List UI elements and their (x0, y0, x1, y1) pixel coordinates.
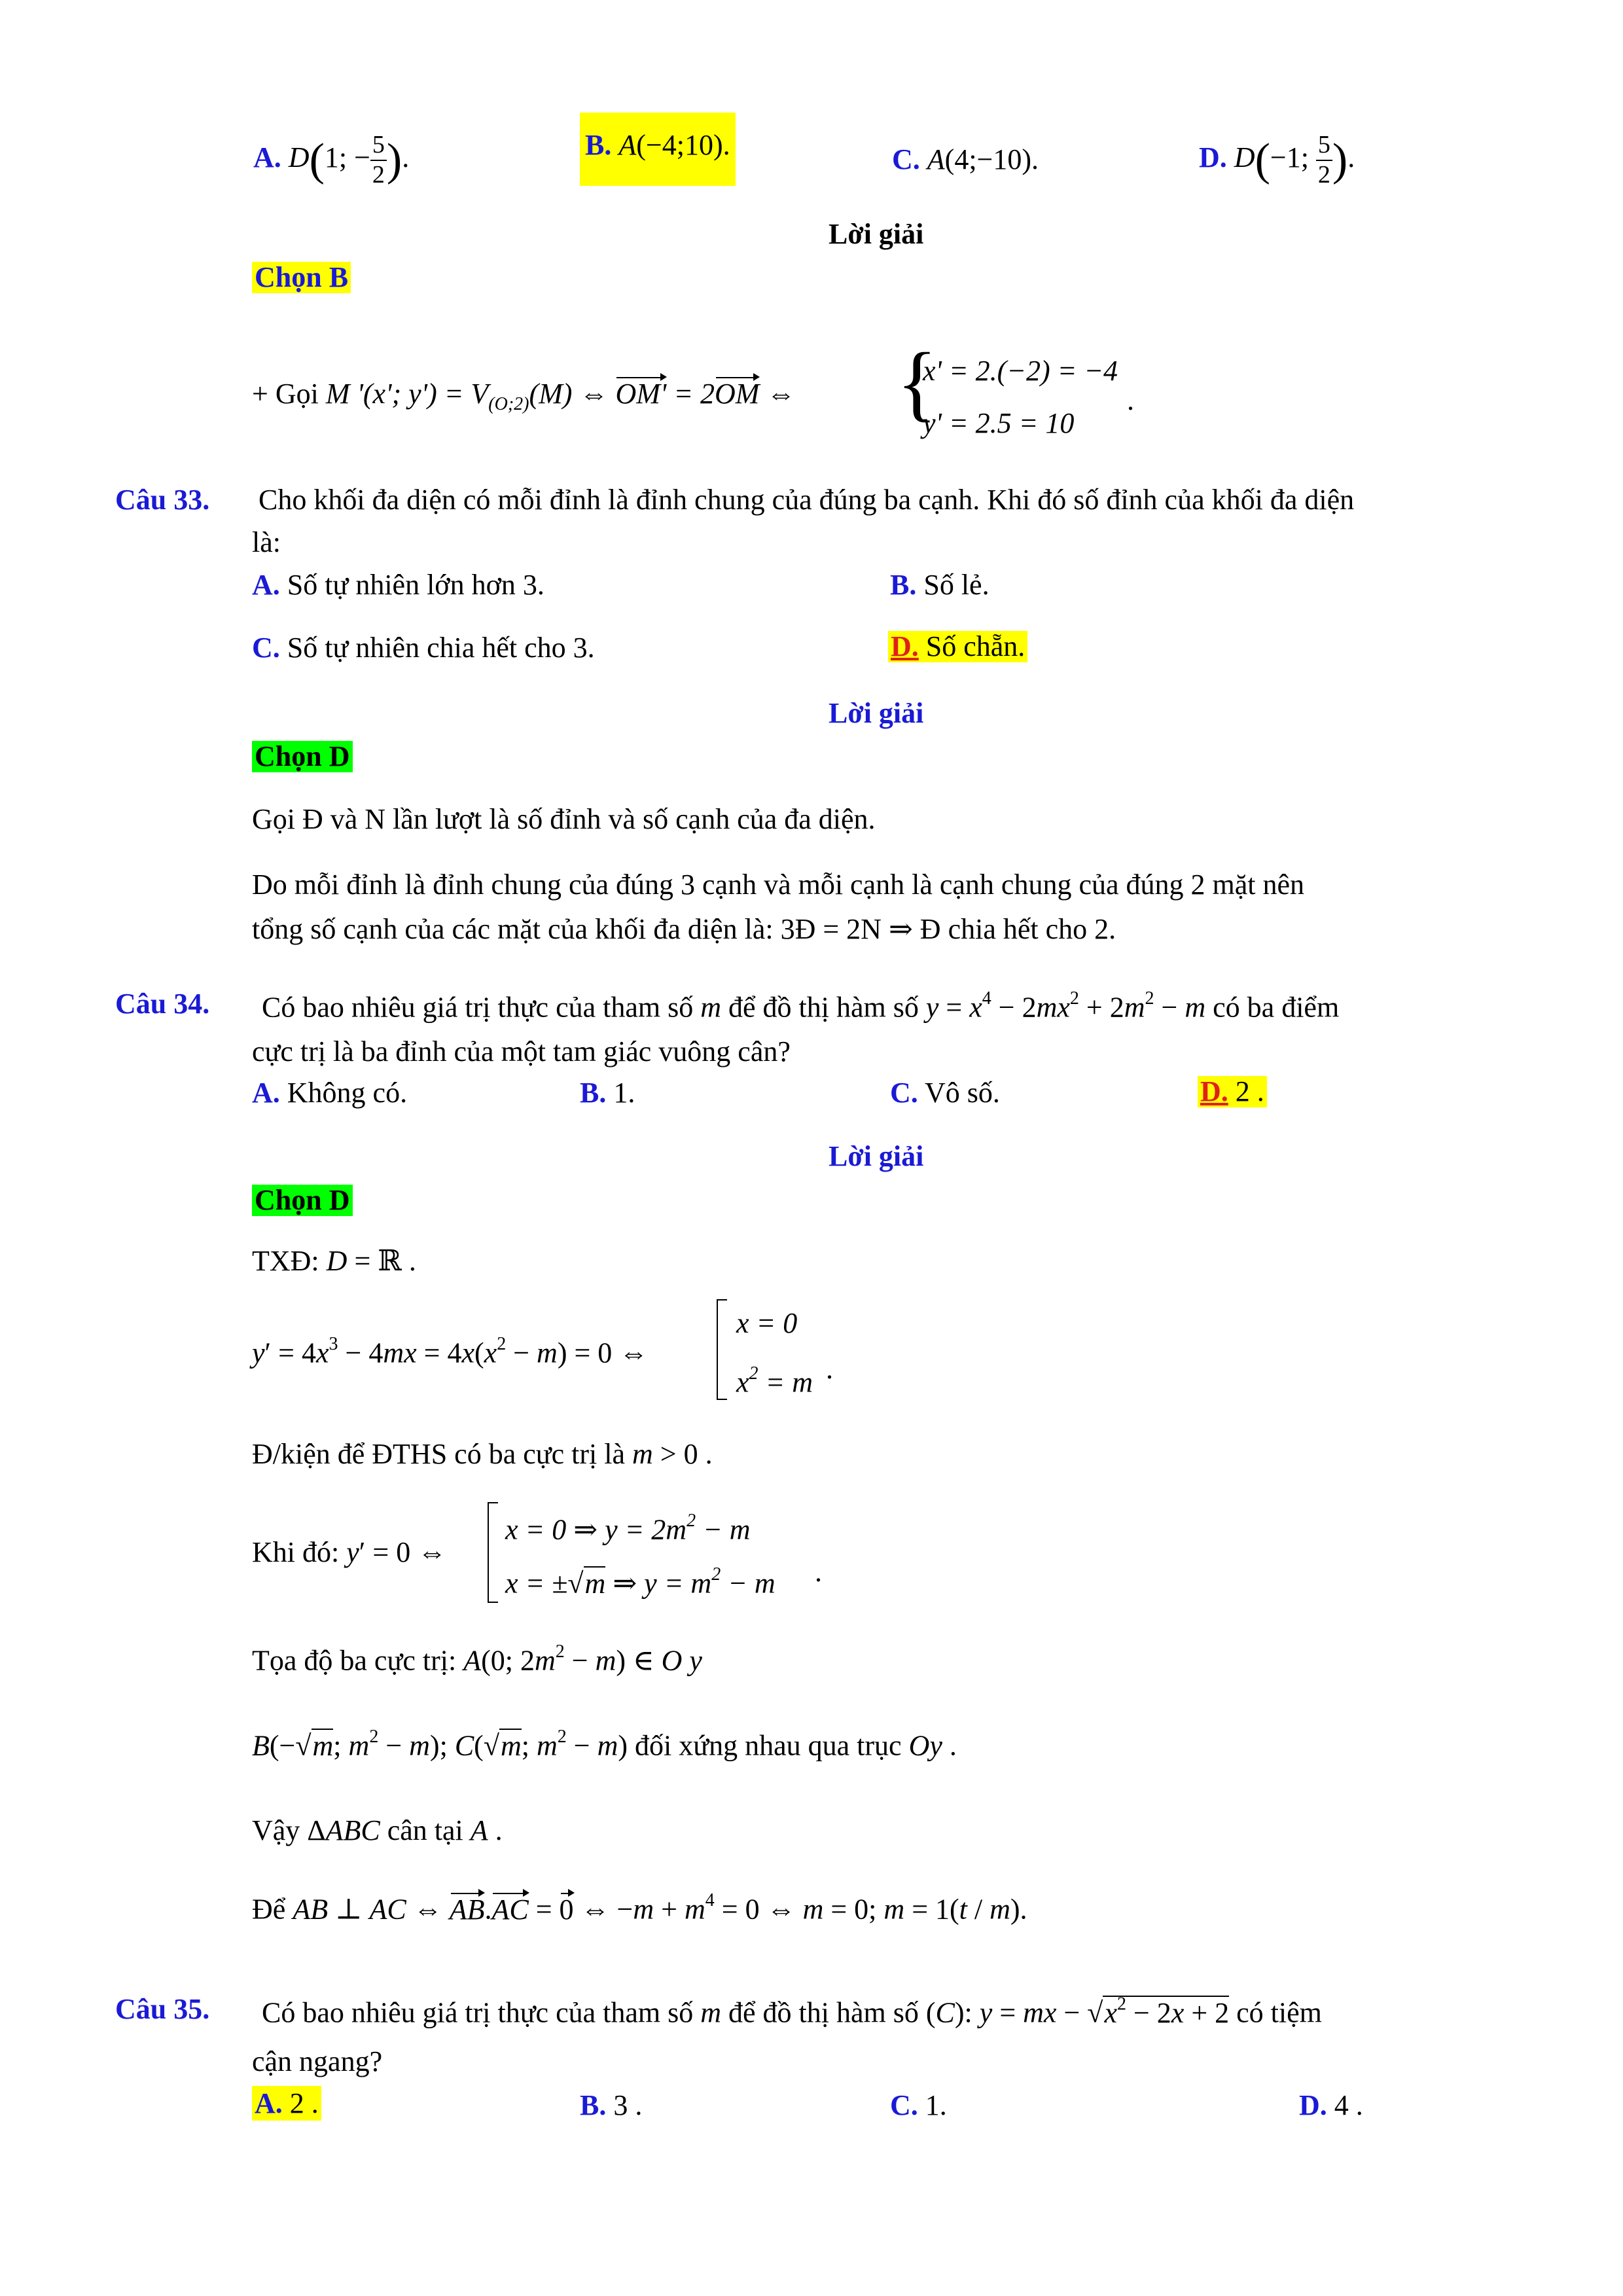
q33-label: Câu 33. (115, 484, 210, 516)
q32-solution-title: Lời giải (829, 218, 924, 250)
q34-derivative-bracket (717, 1299, 727, 1400)
q32-system-brace: { (897, 336, 938, 430)
q32-choice: Chọn B (252, 262, 351, 293)
q32-option-b (580, 113, 736, 186)
q34-condition: Đ/kiện để ĐTHS có ba cực trị là m > 0 . (252, 1438, 713, 1470)
q33-solution-line1: Gọi Đ và N lần lượt là số đỉnh và số cạnh của đa diện. (252, 803, 876, 835)
q34-derivative-case2: $x^2 = m$ (736, 1363, 813, 1399)
q32-option-d (1199, 131, 1355, 189)
q33-option-d (888, 631, 1027, 662)
q32-line-math: M '(x'; $y') = V_{(O;2)}(M)$ ⇔ OM' = 2OM ⇔ (325, 378, 796, 414)
q34-derivative-dot: . (826, 1353, 833, 1385)
q35-option-b-key: B. (580, 2089, 607, 2121)
q32-option-d-key: D. (1199, 141, 1227, 173)
q35-text-line1: Có bao nhiêu giá trị thực của tham số m để đồ thị hàm số (C): y = mx − $√x^2 - 2x + 2$ có tiệm (262, 1994, 1322, 2029)
q34-text-line1: Có bao nhiêu giá trị thực của tham số m để đồ thị hàm số $y = x^4 - 2mx^2 + 2m^2 - m$ có ba điểm (262, 988, 1340, 1024)
q34-derivative-case1: x = 0 (736, 1307, 798, 1339)
q34-option-a-key: A. (252, 1077, 280, 1109)
q34-derivative: $y' = 4x^3 - 4mx = 4x(x^2 - m) = 0$ ⇔ (252, 1334, 649, 1369)
q33-text-line2: là: (252, 526, 281, 558)
q34-option-d (1198, 1076, 1267, 1107)
q32-option-b-key: B. (585, 129, 612, 161)
q33-option-a (252, 571, 544, 600)
q34-option-c (890, 1079, 1000, 1107)
q35-option-c (890, 2091, 947, 2120)
q33-solution-line3: tổng số cạnh của các mặt của khối đa diện là: 3Đ = 2N ⇒ Đ chia hết cho 2. (252, 913, 1116, 945)
q32-system-eq2: y' = 2.5 = 10 (923, 407, 1075, 439)
q35-option-c-key: C. (890, 2089, 918, 2121)
q34-khido: Khi đó: y′ = 0 ⇔ (252, 1536, 447, 1568)
q32-option-b-math: A(−4;10). (618, 129, 730, 161)
q34-khido-dot: . (815, 1556, 822, 1588)
q33-option-b-text: Số lẻ. (923, 569, 990, 601)
q34-bc-points: B(−√m; $m^2 - m$); C(√m; $m^2 - m$) đối xứng nhau qua trục Oy . (252, 1727, 957, 1762)
q34-coordinates: Tọa độ ba cực trị: A(0; $2m^2 - m$) ∈ O y (252, 1641, 702, 1677)
q35-option-d-text: 4 . (1334, 2089, 1363, 2121)
q32-line-prefix: + Gọi (252, 378, 319, 410)
q32-system-eq1: x' = 2.(−2) = −4 (923, 355, 1118, 387)
q32-option-c-key: C. (892, 143, 920, 175)
q35-text-line2: cận ngang? (252, 2045, 383, 2077)
q35-option-a-key: A. (255, 2087, 283, 2119)
q34-option-b (580, 1079, 635, 1107)
q34-isosceles: Vậy ΔABC cân tại A . (252, 1814, 503, 1846)
q33-option-c (252, 634, 595, 662)
q32-option-d-math: D(−1; $\frac{5}{2}$ ). (1234, 131, 1355, 188)
q34-option-d-key: D. (1200, 1075, 1228, 1107)
q34-option-b-text: 1. (613, 1077, 635, 1109)
q33-option-b (890, 571, 990, 600)
q33-option-d-key: D. (891, 630, 919, 662)
q33-choice: Chọn D (252, 741, 353, 772)
q34-khido-bracket (488, 1502, 498, 1603)
q34-option-a (252, 1079, 407, 1107)
q33-option-c-text: Số tự nhiên chia hết cho 3. (287, 632, 595, 664)
q34-option-c-key: C. (890, 1077, 918, 1109)
q32-option-c-math: A(4;−10). (927, 143, 1039, 175)
q35-option-b (580, 2091, 642, 2120)
q33-option-a-text: Số tự nhiên lớn hơn 3. (287, 569, 544, 601)
q33-solution-line2: Do mỗi đỉnh là đỉnh chung của đúng 3 cạnh và mỗi cạnh là cạnh chung của đúng 2 mặt nên (252, 869, 1305, 901)
q33-solution-title: Lời giải (829, 697, 924, 729)
q34-perpendicular: Để AB ⊥ AC ⇔ AB.AC = 0 ⇔ $-m + m^4 = 0$ ⇔ m = 0; m = 1(t / m). (252, 1890, 1027, 1926)
q32-solution-line (252, 380, 795, 414)
q35-option-a-text: 2 . (289, 2087, 319, 2119)
q34-option-a-text: Không có. (287, 1077, 408, 1109)
q34-solution-title: Lời giải (829, 1140, 924, 1172)
q35-option-b-text: 3 . (613, 2089, 643, 2121)
q32-system-dot: . (1127, 384, 1134, 416)
q34-choice: Chọn D (252, 1185, 353, 1216)
q32-option-a-math: D(1; − $\frac{5}{2}$ ). (288, 131, 410, 188)
q34-option-c-text: Vô số. (925, 1077, 1000, 1109)
q34-text-line2: cực trị là ba đỉnh của một tam giác vuông cân? (252, 1035, 791, 1067)
q34-khido-case1: x = 0 ⇒ $y = 2m^2 - m$ (505, 1511, 751, 1546)
q33-option-c-key: C. (252, 632, 280, 664)
q32-option-a-key: A. (253, 141, 281, 173)
q35-option-d-key: D. (1299, 2089, 1327, 2121)
q33-option-b-key: B. (890, 569, 917, 601)
q34-option-d-text: 2 . (1235, 1075, 1264, 1107)
q34-khido-case2: x = ±√m ⇒ $y = m^2 - m$ (505, 1564, 776, 1600)
q35-option-c-text: 1. (925, 2089, 947, 2121)
q35-label: Câu 35. (115, 1993, 210, 2025)
q32-option-a (253, 131, 409, 189)
q34-option-b-key: B. (580, 1077, 607, 1109)
q34-label: Câu 34. (115, 988, 210, 1020)
q33-text-line1: Cho khối đa diện có mỗi đỉnh là đỉnh chung của đúng ba cạnh. Khi đó số đỉnh của khối đa diện (259, 484, 1355, 516)
q33-option-a-key: A. (252, 569, 280, 601)
q32-option-c (892, 145, 1039, 174)
q34-txd: TXĐ: D = ℝ . (252, 1245, 416, 1277)
q33-option-d-text: Số chẵn. (925, 630, 1026, 662)
q35-option-d (1299, 2091, 1363, 2120)
q35-option-a (252, 2089, 321, 2118)
